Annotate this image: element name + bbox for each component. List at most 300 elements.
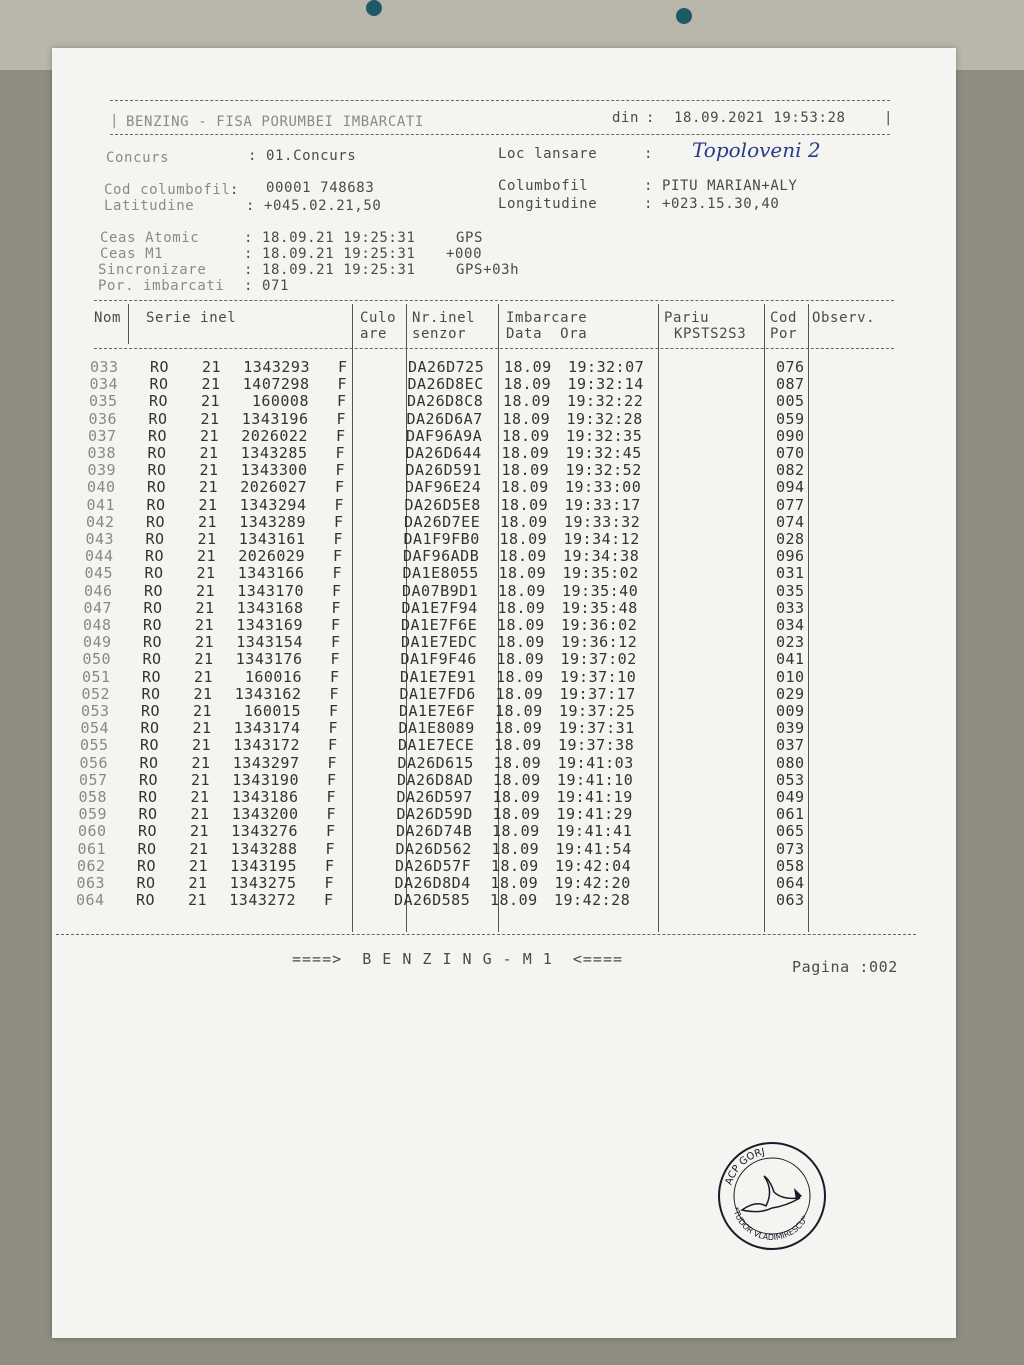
document-title: BENZING - FISA PORUMBEI IMBARCATI bbox=[126, 114, 424, 130]
row-ring: 160016 bbox=[244, 667, 302, 686]
row-cod: 076 bbox=[776, 358, 805, 376]
row-date: 18.09 bbox=[502, 409, 551, 428]
por-imbarcati-label: Por. imbarcati bbox=[98, 278, 225, 294]
row-sensor: DA1E8089 bbox=[398, 719, 475, 738]
row-year: 21 bbox=[199, 478, 219, 497]
row-sensor: DA26D725 bbox=[408, 358, 485, 376]
row-ring: 160015 bbox=[243, 702, 301, 720]
row-time: 19:33:32 bbox=[564, 512, 641, 531]
cod-columbofil-value: 00001 748683 bbox=[266, 180, 375, 196]
sync-colon: : bbox=[244, 262, 254, 278]
row-time: 19:32:52 bbox=[565, 461, 642, 480]
row-cod: 041 bbox=[776, 650, 805, 669]
row-nom: 034 bbox=[89, 375, 119, 394]
row-sensor: DA26D8D4 bbox=[394, 874, 471, 892]
row-nom: 063 bbox=[76, 874, 106, 892]
atomic-colon: : bbox=[244, 230, 254, 246]
row-year: 21 bbox=[191, 753, 211, 772]
loc-lansare-handwritten: Topoloveni 2 bbox=[692, 138, 821, 162]
row-date: 18.09 bbox=[498, 564, 547, 583]
row-year: 21 bbox=[194, 650, 214, 669]
table-row bbox=[52, 392, 956, 410]
row-year: 21 bbox=[196, 581, 216, 600]
row-year: 21 bbox=[196, 564, 216, 583]
row-country: RO bbox=[143, 616, 163, 634]
row-sex: F bbox=[334, 495, 345, 514]
col-serie-inel: Serie inel bbox=[146, 310, 237, 326]
row-nom: 044 bbox=[85, 547, 114, 566]
row-sex: F bbox=[325, 856, 335, 875]
table-row bbox=[52, 633, 956, 651]
col-cod-2: Por bbox=[770, 326, 798, 342]
row-country: RO bbox=[138, 805, 158, 824]
row-cod: 074 bbox=[776, 512, 805, 531]
row-cod: 010 bbox=[776, 667, 805, 686]
row-cod: 082 bbox=[776, 461, 805, 480]
row-country: RO bbox=[146, 512, 166, 531]
row-sensor: DA07B9D1 bbox=[402, 581, 479, 600]
table-row bbox=[52, 788, 956, 806]
row-date: 18.09 bbox=[490, 874, 539, 892]
header-bottom-rule bbox=[110, 134, 890, 135]
row-time: 19:41:29 bbox=[556, 805, 633, 824]
table-row bbox=[52, 478, 956, 496]
table-row bbox=[52, 599, 956, 617]
row-year: 21 bbox=[198, 495, 218, 514]
date-colon: : bbox=[646, 110, 656, 126]
row-sensor: DA26D585 bbox=[394, 891, 471, 910]
row-ring: 1343285 bbox=[240, 444, 308, 462]
row-sex: F bbox=[324, 874, 335, 892]
row-cod: 064 bbox=[776, 874, 805, 892]
row-year: 21 bbox=[202, 358, 222, 376]
row-country: RO bbox=[137, 839, 157, 858]
row-year: 21 bbox=[193, 684, 213, 703]
table-row bbox=[52, 891, 956, 909]
row-ring: 1343289 bbox=[239, 512, 306, 531]
row-ring: 1343294 bbox=[239, 495, 307, 514]
row-date: 18.09 bbox=[493, 770, 541, 789]
row-ring: 1343174 bbox=[233, 719, 301, 738]
row-year: 21 bbox=[192, 719, 212, 738]
footer-benzing: ====> B E N Z I N G - M 1 <==== bbox=[292, 950, 624, 968]
row-date: 18.09 bbox=[496, 650, 545, 669]
table-row bbox=[52, 822, 956, 840]
row-sex: F bbox=[326, 822, 336, 841]
concurs-colon: : bbox=[248, 148, 258, 164]
row-cod: 087 bbox=[776, 375, 805, 394]
row-year: 21 bbox=[197, 530, 217, 548]
loc-lansare-label: Loc lansare bbox=[498, 146, 598, 162]
row-sex: F bbox=[326, 805, 337, 824]
row-time: 19:36:02 bbox=[561, 616, 638, 634]
concurs-label: Concurs bbox=[106, 150, 170, 166]
row-country: RO bbox=[149, 375, 169, 394]
row-year: 21 bbox=[200, 426, 220, 445]
row-nom: 040 bbox=[87, 478, 116, 497]
row-sensor: DA1E7FD6 bbox=[399, 684, 476, 703]
row-nom: 057 bbox=[79, 770, 108, 789]
row-cod: 029 bbox=[776, 684, 805, 703]
row-sex: F bbox=[330, 650, 341, 669]
row-time: 19:37:31 bbox=[558, 719, 635, 738]
col-nr-inel-1: Nr.inel bbox=[412, 310, 476, 326]
row-date: 18.09 bbox=[494, 736, 542, 755]
m1-colon: : bbox=[244, 246, 254, 262]
row-cod: 061 bbox=[776, 805, 805, 824]
row-cod: 059 bbox=[776, 409, 805, 428]
row-cod: 023 bbox=[776, 633, 805, 652]
row-sensor: DAF96E24 bbox=[405, 478, 482, 497]
row-ring: 1407298 bbox=[242, 375, 310, 394]
row-country: RO bbox=[145, 530, 165, 548]
row-sensor: DA1E7F6E bbox=[401, 616, 478, 634]
ceas-m1-value: 18.09.21 19:25:31 bbox=[262, 246, 416, 262]
row-country: RO bbox=[150, 358, 170, 376]
row-country: RO bbox=[142, 667, 162, 686]
row-nom: 056 bbox=[79, 753, 109, 772]
row-sensor: DAF96ADB bbox=[403, 547, 480, 566]
row-year: 21 bbox=[190, 822, 210, 841]
row-year: 21 bbox=[198, 512, 218, 531]
svg-text:*TUDOR VLADIMIRESCU* bbox=[731, 1206, 810, 1242]
row-country: RO bbox=[147, 444, 167, 462]
row-date: 18.09 bbox=[495, 684, 544, 703]
row-sensor: DA1E7E91 bbox=[400, 667, 477, 686]
row-sensor: DA1F9FB0 bbox=[403, 530, 480, 548]
row-date: 18.09 bbox=[500, 512, 548, 531]
row-country: RO bbox=[141, 702, 161, 720]
row-ring: 2026022 bbox=[241, 426, 308, 445]
row-time: 19:34:12 bbox=[563, 530, 640, 548]
row-cod: 009 bbox=[776, 702, 805, 720]
row-sensor: DA26D6A7 bbox=[406, 409, 483, 428]
header-left-bar: | bbox=[110, 113, 120, 129]
row-cod: 080 bbox=[776, 753, 805, 772]
row-country: RO bbox=[136, 874, 156, 892]
row-ring: 1343170 bbox=[237, 581, 304, 600]
row-country: RO bbox=[148, 426, 168, 445]
row-sex: F bbox=[329, 702, 339, 720]
row-ring: 2026027 bbox=[240, 478, 307, 497]
row-sensor: DA26D8EC bbox=[407, 375, 484, 394]
row-date: 18.09 bbox=[494, 719, 543, 738]
row-country: RO bbox=[147, 461, 167, 480]
row-nom: 051 bbox=[82, 667, 111, 686]
sincronizare-label: Sincronizare bbox=[98, 262, 207, 278]
ceas-atomic-value: 18.09.21 19:25:31 bbox=[262, 230, 416, 246]
row-ring: 1343154 bbox=[236, 633, 303, 652]
row-nom: 036 bbox=[88, 409, 118, 428]
row-nom: 059 bbox=[78, 805, 108, 824]
row-time: 19:42:28 bbox=[554, 891, 631, 910]
row-year: 21 bbox=[188, 891, 208, 910]
row-country: RO bbox=[149, 392, 169, 411]
row-time: 19:37:38 bbox=[558, 736, 635, 755]
row-ring: 1343166 bbox=[237, 564, 305, 583]
row-sex: F bbox=[336, 426, 346, 445]
header-top-rule bbox=[110, 100, 890, 101]
row-sex: F bbox=[337, 392, 347, 411]
col-imbarcare-1: Imbarcare bbox=[506, 310, 588, 326]
table-row bbox=[52, 427, 956, 445]
table-row bbox=[52, 685, 956, 703]
row-cod: 070 bbox=[776, 444, 805, 462]
longitude-label: Longitudine bbox=[498, 196, 598, 212]
row-cod: 058 bbox=[776, 856, 805, 875]
concurs-value: 01.Concurs bbox=[266, 148, 357, 164]
row-nom: 049 bbox=[83, 633, 112, 652]
row-date: 18.09 bbox=[493, 753, 542, 772]
table-row bbox=[52, 513, 956, 531]
table-row bbox=[52, 857, 956, 875]
row-ring: 1343176 bbox=[235, 650, 303, 669]
table-row bbox=[52, 771, 956, 789]
row-country: RO bbox=[138, 788, 158, 806]
ceas-atomic-label: Ceas Atomic bbox=[100, 230, 200, 246]
table-row bbox=[52, 736, 956, 754]
row-sex: F bbox=[332, 564, 343, 583]
row-nom: 058 bbox=[78, 788, 108, 806]
row-ring: 1343161 bbox=[238, 530, 306, 548]
row-sex: F bbox=[326, 788, 337, 806]
row-sex: F bbox=[338, 358, 348, 376]
table-row bbox=[52, 719, 956, 737]
row-date: 18.09 bbox=[497, 598, 546, 617]
row-nom: 035 bbox=[89, 392, 118, 411]
ceas-m1-label: Ceas M1 bbox=[100, 246, 164, 262]
row-sex: F bbox=[327, 753, 338, 772]
row-nom: 043 bbox=[85, 530, 115, 548]
row-cod: 053 bbox=[776, 770, 805, 789]
row-year: 21 bbox=[195, 616, 215, 634]
row-sensor: DA1E7ECE bbox=[398, 736, 475, 755]
col-cod-1: Cod bbox=[770, 310, 798, 326]
page-number: Pagina :002 bbox=[792, 958, 898, 976]
row-nom: 037 bbox=[88, 426, 117, 445]
row-time: 19:32:14 bbox=[567, 375, 644, 394]
row-date: 18.09 bbox=[501, 478, 549, 497]
col-culoare-1: Culo bbox=[360, 310, 397, 326]
row-date: 18.09 bbox=[502, 426, 550, 445]
row-date: 18.09 bbox=[504, 358, 552, 376]
row-time: 19:42:20 bbox=[554, 874, 631, 892]
row-ring: 1343169 bbox=[236, 616, 303, 634]
row-date: 18.09 bbox=[497, 616, 545, 634]
row-time: 19:35:40 bbox=[562, 581, 639, 600]
row-time: 19:41:54 bbox=[555, 839, 632, 858]
row-year: 21 bbox=[193, 702, 213, 720]
row-sensor: DA1E7EDC bbox=[401, 633, 478, 652]
row-cod: 096 bbox=[776, 547, 805, 566]
row-year: 21 bbox=[194, 667, 214, 686]
row-sex: F bbox=[335, 444, 346, 462]
row-year: 21 bbox=[188, 874, 208, 892]
row-nom: 061 bbox=[77, 839, 107, 858]
row-date: 18.09 bbox=[501, 461, 550, 480]
row-ring: 160008 bbox=[251, 392, 309, 411]
col-pariu-1: Pariu bbox=[664, 310, 710, 326]
row-ring: 1343168 bbox=[236, 598, 304, 617]
row-sex: F bbox=[333, 547, 343, 566]
date-value: 18.09.2021 19:53:28 bbox=[674, 110, 846, 126]
row-cod: 031 bbox=[776, 564, 805, 583]
row-date: 18.09 bbox=[503, 375, 552, 394]
por-imbarcati-value: 071 bbox=[262, 278, 290, 294]
por-colon: : bbox=[244, 278, 254, 294]
row-country: RO bbox=[140, 719, 160, 738]
table-top-rule bbox=[94, 300, 894, 301]
cod-colon: : bbox=[230, 182, 240, 198]
col-nom: Nom bbox=[94, 310, 122, 326]
row-sex: F bbox=[328, 736, 338, 755]
row-sensor: DA26D5E8 bbox=[404, 495, 481, 514]
row-sex: F bbox=[328, 719, 339, 738]
col-observ: Observ. bbox=[812, 310, 876, 326]
row-sensor: DA26D562 bbox=[395, 839, 472, 858]
row-nom: 052 bbox=[81, 684, 111, 703]
row-time: 19:32:45 bbox=[565, 444, 642, 462]
row-ring: 1343276 bbox=[231, 822, 298, 841]
longitude-value: +023.15.30,40 bbox=[662, 196, 780, 212]
row-year: 21 bbox=[190, 788, 210, 806]
row-sensor: DA26D597 bbox=[396, 788, 473, 806]
row-ring: 1343186 bbox=[231, 788, 299, 806]
table-row bbox=[52, 702, 956, 720]
row-date: 18.09 bbox=[499, 530, 548, 548]
row-cod: 034 bbox=[776, 616, 805, 634]
table-row bbox=[52, 358, 956, 376]
longitude-colon: : bbox=[644, 196, 654, 212]
row-year: 21 bbox=[191, 770, 211, 789]
row-date: 18.09 bbox=[503, 392, 551, 411]
row-date: 18.09 bbox=[490, 891, 538, 910]
row-nom: 054 bbox=[80, 719, 110, 738]
row-ring: 1343195 bbox=[230, 856, 297, 875]
row-sensor: DA1E7F94 bbox=[401, 598, 478, 617]
row-time: 19:32:28 bbox=[566, 409, 643, 428]
row-country: RO bbox=[147, 478, 167, 497]
row-cod: 090 bbox=[776, 426, 805, 445]
row-time: 19:35:48 bbox=[561, 598, 638, 617]
row-sex: F bbox=[325, 839, 336, 858]
row-year: 21 bbox=[195, 633, 215, 652]
row-ring: 1343300 bbox=[240, 461, 308, 480]
table-row bbox=[52, 461, 956, 479]
row-time: 19:36:12 bbox=[561, 633, 638, 652]
row-country: RO bbox=[138, 822, 158, 841]
row-ring: 1343288 bbox=[230, 839, 298, 858]
row-cod: 039 bbox=[776, 719, 805, 738]
row-sex: F bbox=[324, 891, 334, 910]
row-time: 19:34:38 bbox=[563, 547, 640, 566]
row-ring: 1343172 bbox=[233, 736, 300, 755]
row-date: 18.09 bbox=[498, 581, 546, 600]
row-date: 18.09 bbox=[491, 856, 539, 875]
table-row bbox=[52, 496, 956, 514]
row-country: RO bbox=[142, 650, 162, 669]
row-year: 21 bbox=[200, 409, 220, 428]
row-country: RO bbox=[139, 770, 159, 789]
row-time: 19:41:10 bbox=[557, 770, 634, 789]
row-year: 21 bbox=[192, 736, 212, 755]
row-nom: 047 bbox=[83, 598, 113, 617]
sincronizare-extra: GPS+03h bbox=[456, 262, 520, 278]
row-ring: 2026029 bbox=[238, 547, 305, 566]
table-row bbox=[52, 375, 956, 393]
column-divider bbox=[128, 304, 129, 344]
row-nom: 050 bbox=[82, 650, 112, 669]
row-country: RO bbox=[143, 633, 163, 652]
sincronizare-value: 18.09.21 19:25:31 bbox=[262, 262, 416, 278]
row-time: 19:33:17 bbox=[564, 495, 641, 514]
row-sex: F bbox=[333, 530, 344, 548]
row-time: 19:37:02 bbox=[560, 650, 637, 669]
row-sex: F bbox=[337, 375, 348, 394]
row-ring: 1343275 bbox=[229, 874, 297, 892]
table-header-rule bbox=[94, 348, 894, 349]
date-label: din bbox=[612, 110, 640, 126]
row-time: 19:32:22 bbox=[567, 392, 644, 411]
row-year: 21 bbox=[195, 598, 215, 617]
row-cod: 063 bbox=[776, 891, 805, 910]
row-sex: F bbox=[335, 478, 345, 497]
row-date: 18.09 bbox=[500, 495, 549, 514]
row-country: RO bbox=[144, 581, 164, 600]
svg-text:ACP GORJ bbox=[724, 1147, 766, 1187]
table-row bbox=[52, 874, 956, 892]
latitude-colon: : bbox=[246, 198, 256, 214]
row-sex: F bbox=[331, 616, 341, 634]
row-country: RO bbox=[143, 598, 163, 617]
row-nom: 055 bbox=[80, 736, 109, 755]
columbofil-colon: : bbox=[644, 178, 654, 194]
row-sensor: DAF96A9A bbox=[406, 426, 483, 445]
row-nom: 053 bbox=[81, 702, 110, 720]
row-time: 19:35:02 bbox=[562, 564, 639, 583]
columbofil-value: PITU MARIAN+ALY bbox=[662, 178, 798, 194]
row-year: 21 bbox=[189, 856, 209, 875]
row-country: RO bbox=[146, 495, 166, 514]
table-row bbox=[52, 650, 956, 668]
row-year: 21 bbox=[199, 461, 219, 480]
row-nom: 038 bbox=[87, 444, 117, 462]
row-year: 21 bbox=[201, 392, 221, 411]
row-cod: 094 bbox=[776, 478, 805, 497]
row-nom: 041 bbox=[86, 495, 116, 514]
row-sensor: DA26D644 bbox=[405, 444, 482, 462]
acp-gorj-stamp bbox=[716, 1140, 828, 1252]
row-sex: F bbox=[331, 633, 341, 652]
row-cod: 028 bbox=[776, 530, 805, 548]
row-sex: F bbox=[331, 598, 342, 617]
row-time: 19:37:17 bbox=[559, 684, 636, 703]
columbofil-label: Columbofil bbox=[498, 178, 589, 194]
pigeon-icon bbox=[742, 1176, 800, 1212]
row-date: 18.09 bbox=[492, 805, 541, 824]
stamp-bottom-text: *TUDOR VLADIMIRESCU* bbox=[730, 1205, 810, 1243]
col-nr-inel-2: senzor bbox=[412, 326, 467, 342]
row-time: 19:32:35 bbox=[566, 426, 643, 445]
row-sex: F bbox=[334, 512, 344, 531]
row-time: 19:41:41 bbox=[556, 822, 633, 841]
row-country: RO bbox=[145, 547, 165, 566]
row-date: 18.09 bbox=[491, 839, 540, 858]
row-sensor: DA1F9F46 bbox=[400, 650, 477, 669]
row-date: 18.09 bbox=[492, 822, 540, 841]
row-sex: F bbox=[330, 667, 340, 686]
row-ring: 1343297 bbox=[232, 753, 300, 772]
